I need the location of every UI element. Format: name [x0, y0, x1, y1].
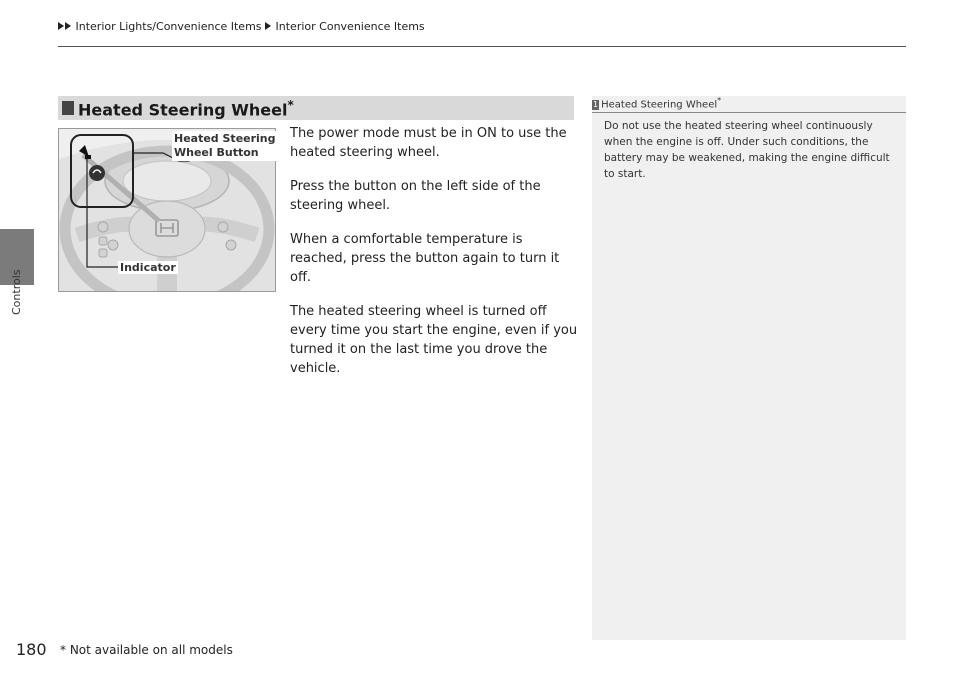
- breadcrumb: [58, 20, 425, 33]
- note-divider: [592, 112, 906, 113]
- breadcrumb-arrow-icon: [58, 22, 64, 30]
- callout-indicator: Indicator: [120, 261, 176, 274]
- note-title-text[interactable]: Heated Steering Wheel: [601, 99, 718, 111]
- section-asterisk: *: [287, 98, 294, 112]
- body-text: [290, 124, 580, 393]
- chapter-tab-label-wrap: [8, 240, 28, 320]
- body-paragraph: The power mode must be in ON to use the heated steering wheel.: [290, 126, 567, 160]
- note-asterisk: *: [717, 96, 722, 105]
- section-title: [78, 98, 294, 119]
- note-text: Do not use the heated steering wheel continuously when the engine is off. Under such conditions, the battery may be weakened, making the engine difficult to start.: [604, 120, 890, 180]
- callout-heated-wheel-button: [172, 131, 278, 161]
- callout-button-line1: Heated Steering: [174, 132, 276, 145]
- callout-button-line2: Wheel Button: [174, 146, 259, 159]
- note-number-badge: 1: [593, 100, 599, 110]
- header-divider: [58, 46, 906, 47]
- page-number: 180: [16, 640, 47, 659]
- breadcrumb-item-convenience[interactable]: Interior Convenience Items: [275, 20, 425, 33]
- breadcrumb-item-lights[interactable]: Interior Lights/Convenience Items: [75, 20, 262, 33]
- breadcrumb-arrow-icon: [65, 22, 71, 30]
- chapter-tab-label: Controls: [10, 269, 23, 315]
- section-title-text: Heated Steering Wheel: [78, 100, 288, 120]
- body-paragraph: When a comfortable temperature is reached, press the button again to turn it off.: [290, 232, 560, 285]
- body-paragraph: Press the button on the left side of the steering wheel.: [290, 179, 541, 213]
- breadcrumb-arrow-icon: [265, 22, 271, 30]
- body-paragraph: The heated steering wheel is turned off every time you start the engine, even if you turned it on the last time you drove the vehicle.: [290, 304, 578, 376]
- footnote: * Not available on all models: [60, 643, 233, 657]
- section-square-icon: [62, 101, 74, 115]
- note-title: [592, 96, 906, 110]
